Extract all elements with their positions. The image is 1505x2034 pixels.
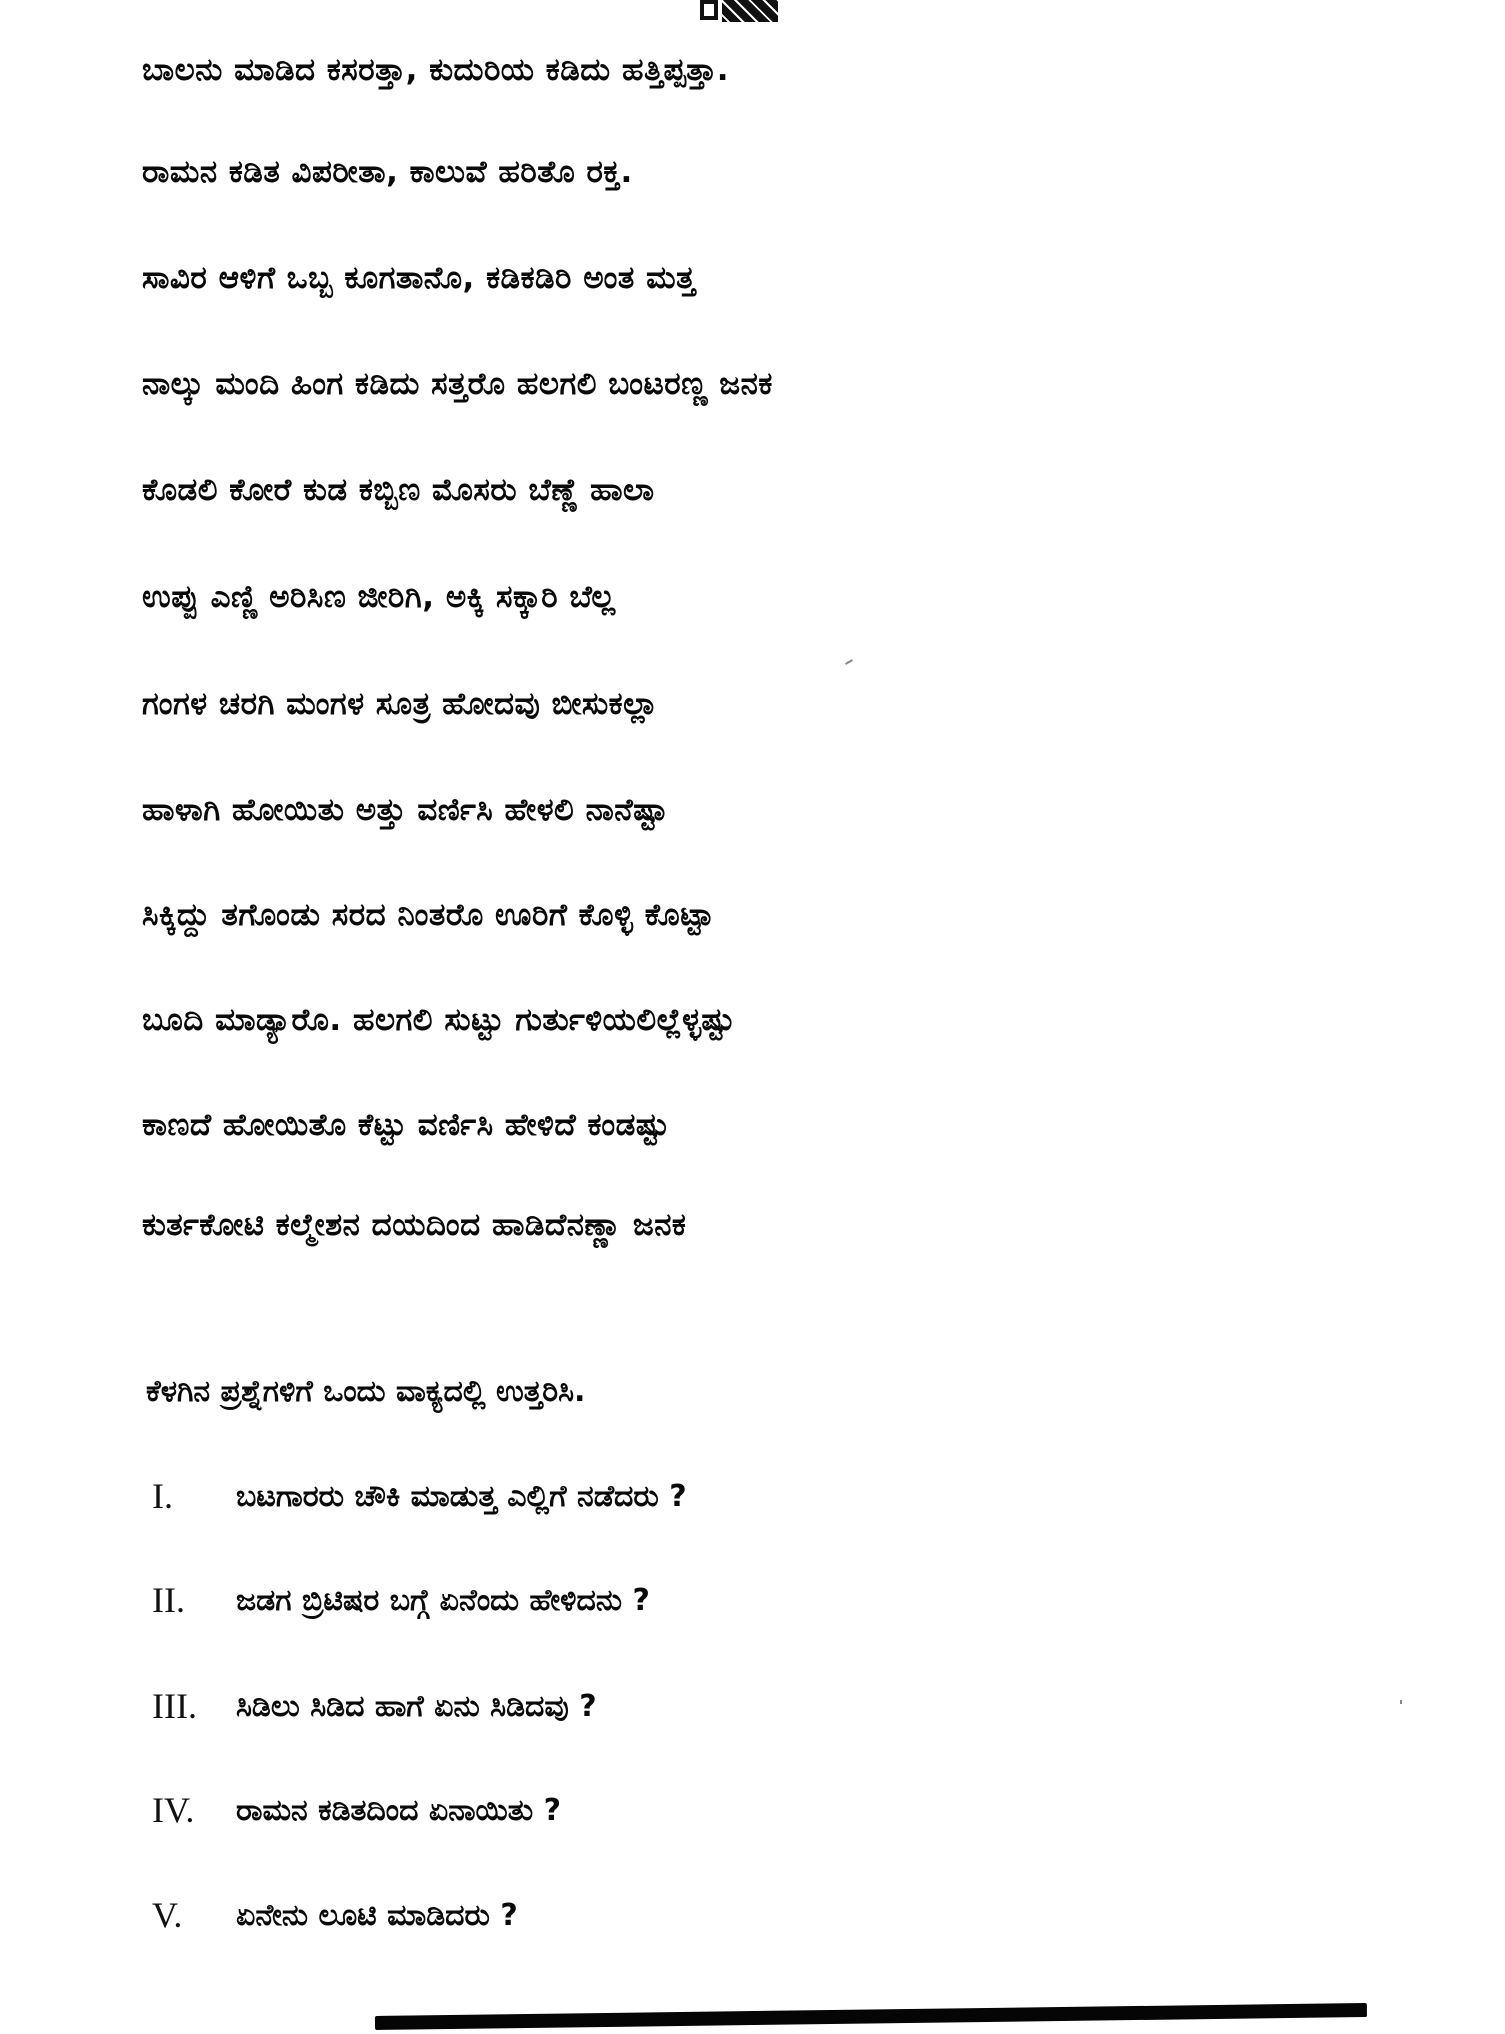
- question-number: II.: [152, 1580, 185, 1620]
- question-text: ರಾಮನ ಕಡಿತದಿಂದ ಏನಾಯಿತು ?: [236, 1792, 562, 1828]
- question-item: [152, 1578, 650, 1622]
- question-item: [152, 1893, 518, 1937]
- stamp-box-icon: [700, 0, 718, 20]
- question-number: III.: [152, 1686, 197, 1726]
- question-item: [152, 1788, 561, 1832]
- question-item: [152, 1474, 687, 1518]
- question-number: IV.: [152, 1790, 195, 1830]
- poem-line: ನಾಲ್ಕು ಮಂದಿ ಹಿಂಗ ಕಡಿದು ಸತ್ತರೊ ಹಲಗಲಿ ಬಂಟರಣ್ಣ ಜನಕ: [142, 366, 773, 402]
- poem-line: ರಾಮನ ಕಡಿತ ವಿಪರೀತಾ, ಕಾಲುವೆ ಹರಿತೊ ರಕ್ತ.: [142, 154, 633, 190]
- question-text: ಏನೇನು ಲೂಟಿ ಮಾಡಿದರು ?: [236, 1897, 518, 1933]
- bottom-rule: [375, 2003, 1367, 2030]
- poem-line: ಕಾಣದೆ ಹೋಯಿತೊ ಕೆಟ್ಟು ವರ್ಣಿಸಿ ಹೇಳಿದೆ ಕಂಡಷ್ಟು: [142, 1107, 670, 1143]
- scan-speck: [845, 659, 853, 665]
- question-item: [152, 1684, 597, 1728]
- question-text: ಬಟಗಾರರು ಚೌಕಿ ಮಾಡುತ್ತ ಎಲ್ಲಿಗೆ ನಡೆದರು ?: [236, 1478, 687, 1514]
- poem-line: ಬಾಲನು ಮಾಡಿದ ಕಸರತ್ತಾ, ಕುದುರಿಯ ಕಡಿದು ಹತ್ತಿಪ್ಪತ್ತಾ.: [142, 52, 730, 88]
- question-text: ಜಡಗ ಬ್ರಿಟಿಷರ ಬಗ್ಗೆ ಏನೆಂದು ಹೇಳಿದನು ?: [236, 1582, 650, 1618]
- poem-line: ಕೊಡಲಿ ಕೋರೆ ಕುಡ ಕಬ್ಬಿಣ ಮೊಸರು ಬೆಣ್ಣೆ ಹಾಲಾ: [142, 472, 655, 508]
- poem-line: ಸಿಕ್ಕಿದ್ದು ತಗೊಂಡು ಸರದ ನಿಂತರೊ ಊರಿಗೆ ಕೊಳ್ಳಿ ಕೊಟ್ಟಾ: [142, 897, 715, 933]
- scan-stamp-mark: [700, 0, 778, 24]
- poem-line: ಬೂದಿ ಮಾಡ್ಯಾರೊ. ಹಲಗಲಿ ಸುಟ್ಟು ಗುರ್ತುಳಿಯಲಿಲ್ಲೆಳ್ಳಷ್ಟು: [142, 1002, 736, 1038]
- question-text: ಸಿಡಿಲು ಸಿಡಿದ ಹಾಗೆ ಏನು ಸಿಡಿದವು ?: [236, 1688, 597, 1724]
- poem-line: ಉಪ್ಪು ಎಣ್ಣಿ ಅರಿಸಿಣ ಜೀರಿಗಿ, ಅಕ್ಕಿ ಸಕ್ಕಾರಿ ಬೆಲ್ಲ: [142, 579, 616, 615]
- question-number: I.: [152, 1476, 173, 1516]
- poem-line: ಹಾಳಾಗಿ ಹೋಯಿತು ಅತ್ತು ವರ್ಣಿಸಿ ಹೇಳಲಿ ನಾನೆಷ್ಟಾ: [142, 792, 668, 828]
- stamp-blot: [722, 0, 778, 22]
- questions-heading: ಕೆಳಗಿನ ಪ್ರಶ್ನೆಗಳಿಗೆ ಒಂದು ವಾಕ್ಯದಲ್ಲಿ ಉತ್ತರಿಸಿ.: [146, 1374, 586, 1409]
- scan-speck: [1400, 1700, 1402, 1704]
- question-number: V.: [152, 1895, 183, 1935]
- poem-line: ಕುರ್ತಕೋಟಿ ಕಲ್ಮೇಶನ ದಯದಿಂದ ಹಾಡಿದೆನಣ್ಣಾ ಜನಕ: [142, 1207, 687, 1243]
- poem-line: ಸಾವಿರ ಆಳಿಗೆ ಒಬ್ಬ ಕೂಗತಾನೊ, ಕಡಿಕಡಿರಿ ಅಂತ ಮತ್ತ: [142, 260, 696, 296]
- poem-line: ಗಂಗಳ ಚರಗಿ ಮಂಗಳ ಸೂತ್ರ ಹೋದವು ಬೀಸುಕಲ್ಲಾ: [142, 686, 659, 722]
